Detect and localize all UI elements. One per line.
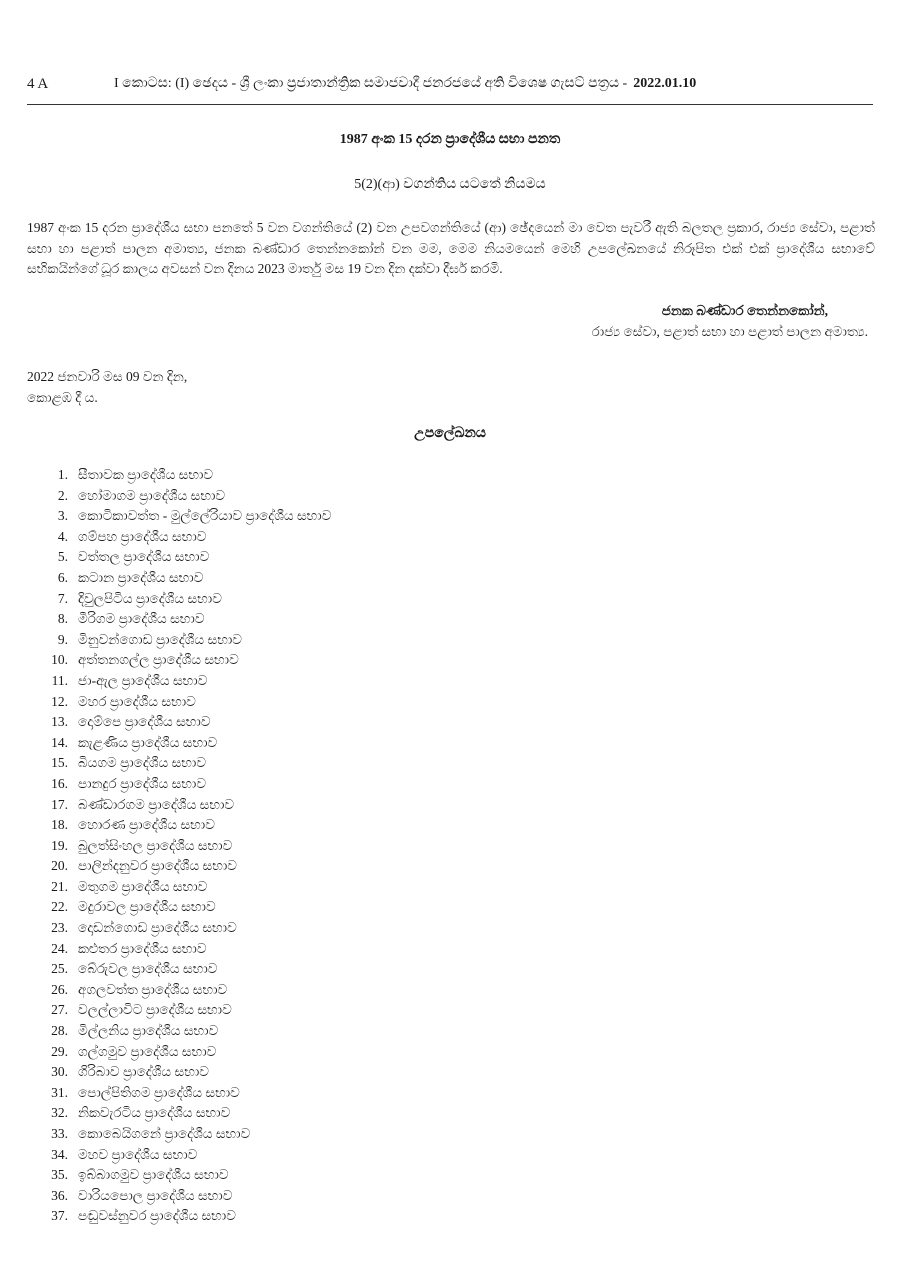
list-item-name: ගම්පහ ප්‍රාදේශීය සභාව xyxy=(78,528,207,544)
order-paragraph: 1987 අංක 15 දරන ප්‍රාදේශීය සභා පනතේ 5 වන වගන්තියේ (2) වන උපවගන්තියේ (ආ) ඡේදයෙන් මා වෙත පැවරී ඇති බලතල ප්‍රකාර, රාජ්‍ය සේවා, පළාත් සභා හා පළාත් පාලන අමාත්‍ය, ජනක බණ්ඩාර තෙන්නකෝන් වන මම, මෙම නියමයෙන් මෙහි උපලේඛනයේ නිරූපිත එක් එක් ප්‍රාදේශීය සභාවේ සභිකයින්ගේ ධූර කාලය අවසන් වන දිනය 2023 මාර්තු මස 19 වන දින දක්වා දීර්ඝ කරමි. xyxy=(27,220,875,276)
list-item xyxy=(27,918,627,939)
list-item-number: 17. xyxy=(51,796,68,812)
list-item-number: 11. xyxy=(51,672,68,688)
list-item-name: අගලවත්ත ප්‍රාදේශීය සභාව xyxy=(78,981,228,997)
list-item xyxy=(27,630,627,651)
list-item xyxy=(27,650,627,671)
page-header xyxy=(27,76,873,98)
list-item xyxy=(27,1165,627,1186)
list-item xyxy=(27,465,627,486)
list-item-name: වත්තල ප්‍රාදේශීය සභාව xyxy=(78,549,210,565)
list-item-name: දොඩන්ගොඩ ප්‍රාදේශීය සභාව xyxy=(78,920,237,936)
list-item-name: කොටිකාවත්ත - මුල්ලේරියාව ප්‍රාදේශීය සභාව xyxy=(78,508,332,524)
list-item-name: මතුගම ප්‍රාදේශීය සභාව xyxy=(78,878,208,894)
list-item-name: වාරියපොල ප්‍රාදේශීය සභාව xyxy=(78,1187,233,1203)
dated-date: 2022 ජනවාරි මස 09 වන දින, xyxy=(27,369,188,384)
list-item-number: 5. xyxy=(57,549,68,565)
list-item-name: දිවුලපිටිය ප්‍රාදේශීය සභාව xyxy=(78,590,222,606)
list-item-number: 10. xyxy=(51,652,68,668)
list-item xyxy=(27,1145,627,1166)
list-item-name: කළුතර ප්‍රාදේශීය සභාව xyxy=(78,940,207,956)
list-item-name: වලල්ලාවිට ප්‍රාදේශීය සභාව xyxy=(78,1002,232,1018)
list-item xyxy=(27,1186,627,1207)
list-item-name: ගල්ගමුව ප්‍රාදේශීය සභාව xyxy=(78,1043,217,1059)
list-item xyxy=(27,753,627,774)
list-item-name: හොරණ ප්‍රාදේශීය සභාව xyxy=(78,817,215,833)
list-item-number: 22. xyxy=(51,899,68,915)
list-item-number: 27. xyxy=(51,1002,68,1018)
list-item-name: පොල්පිතිගම ප්‍රාදේශීය සභාව xyxy=(78,1084,240,1100)
list-item-number: 19. xyxy=(51,837,68,853)
list-item xyxy=(27,712,627,733)
list-item xyxy=(27,836,627,857)
list-item xyxy=(27,733,627,754)
list-item xyxy=(27,589,627,610)
signatory-title: රාජ්‍ය සේවා, පළාත් සභා හා පළාත් පාලන අමාත්‍ය. xyxy=(591,324,868,339)
list-item-name: අත්තනගල්ල ප්‍රාදේශීය සභාව xyxy=(78,652,239,668)
list-item-number: 25. xyxy=(51,961,68,977)
list-item-name: මදුරාවල ප්‍රාදේශීය සභාව xyxy=(78,899,216,915)
list-item xyxy=(27,547,627,568)
list-item-name: කැළණිය ප්‍රාදේශීය සභාව xyxy=(78,734,218,750)
list-item-number: 1. xyxy=(57,467,68,482)
list-item-number: 33. xyxy=(51,1126,68,1141)
list-item-number: 6. xyxy=(57,569,68,585)
list-item-number: 4. xyxy=(57,528,68,544)
list-item xyxy=(27,1103,627,1124)
list-item-number: 7. xyxy=(57,590,68,606)
list-item-name: සීතාවක ප්‍රාදේශීය සභාව xyxy=(78,467,214,482)
list-item-name: මිල්ලනිය ප්‍රාදේශීය සභාව xyxy=(78,1023,219,1039)
list-item-name: පාලින්දනුවර ප්‍රාදේශීය සභාව xyxy=(78,858,238,874)
list-item-number: 26. xyxy=(51,981,68,997)
list-item-name: ඉබ්බාගමුව ප්‍රාදේශීය සභාව xyxy=(78,1167,229,1183)
running-title xyxy=(114,76,696,92)
list-item xyxy=(27,959,627,980)
list-item-number: 35. xyxy=(51,1167,68,1183)
list-item-number: 37. xyxy=(51,1208,68,1224)
list-item-number: 12. xyxy=(51,693,68,709)
list-item-number: 29. xyxy=(51,1043,68,1059)
list-item xyxy=(27,527,627,548)
list-item-number: 30. xyxy=(51,1064,68,1080)
running-title-text: I කොටස: (I) ඡෙදය - ශ්‍රී ලංකා ප්‍රජාතාන්ත්‍රික සමාජවාදී ජනරජයේ අති විශෙෂ ගැසට් පත්‍රය - xyxy=(114,76,628,91)
list-item-name: මහර ප්‍රාදේශීය සභාව xyxy=(78,693,196,709)
list-item-number: 31. xyxy=(51,1084,68,1100)
signatory-name: ජනක බණ්ඩාර තෙන්නකෝන්, xyxy=(661,303,828,318)
list-item xyxy=(27,980,627,1001)
list-item-number: 18. xyxy=(51,817,68,833)
list-item-name: කටාන ප්‍රාදේශීය සභාව xyxy=(78,569,204,585)
list-item xyxy=(27,774,627,795)
list-item xyxy=(27,609,627,630)
list-item-name: පඬුවස්නුවර ප්‍රාදේශීය සභාව xyxy=(78,1208,236,1224)
page-number: 4 A xyxy=(27,76,49,92)
list-item xyxy=(27,939,627,960)
list-item xyxy=(27,506,627,527)
list-item-number: 28. xyxy=(51,1023,68,1039)
list-item xyxy=(27,795,627,816)
list-item-name: පානදුර ප්‍රාදේශීය සභාව xyxy=(78,775,207,791)
list-item-name: මහව ප්‍රාදේශීය සභාව xyxy=(78,1146,198,1162)
list-item xyxy=(27,1000,627,1021)
list-item xyxy=(27,897,627,918)
list-item xyxy=(27,568,627,589)
list-item-number: 20. xyxy=(51,858,68,874)
list-item-name: ජා-ඇල ප්‍රාදේශීය සභාව xyxy=(78,672,208,688)
list-item-name: දොම්පෙ ප්‍රාදේශීය සභාව xyxy=(78,714,211,730)
list-item-number: 3. xyxy=(57,508,68,524)
list-item xyxy=(27,815,627,836)
list-item-number: 15. xyxy=(51,755,68,771)
schedule-list xyxy=(27,465,627,1227)
list-item xyxy=(27,1021,627,1042)
section-title: 5(2)(ආ) වගන්තිය යටතේ නියමය xyxy=(354,177,546,192)
list-item-name: මීරිගම ප්‍රාදේශීය සභාව xyxy=(78,611,205,627)
list-item-name: බුලත්සිංහල ප්‍රාදේශීය සභාව xyxy=(78,837,233,853)
list-item-name: නිකවැරටිය ප්‍රාදේශීය සභාව xyxy=(78,1105,231,1121)
dated-block xyxy=(27,366,187,408)
list-item-number: 8. xyxy=(57,611,68,627)
list-item-name: බේරුවල ප්‍රාදේශීය සභාව xyxy=(78,961,218,977)
list-item-name: ගිරිබාව ප්‍රාදේශීය සභාව xyxy=(78,1064,209,1080)
list-item xyxy=(27,856,627,877)
list-item-name: බණ්ඩාරගම ප්‍රාදේශීය සභාව xyxy=(78,796,235,812)
list-item xyxy=(27,1042,627,1063)
header-rule xyxy=(27,104,873,105)
list-item-number: 36. xyxy=(51,1187,68,1203)
list-item-name: හෝමාගම ප්‍රාදේශීය සභාව xyxy=(78,487,226,503)
act-title: 1987 අංක 15 දරන ප්‍රාදේශීය සභා පනත xyxy=(339,132,561,147)
schedule-title: උපලේඛනය xyxy=(414,426,486,441)
list-item-name: කොබෙයිගනේ ප්‍රාදේශීය සභාව xyxy=(78,1126,251,1141)
gazette-date: 2022.01.10 xyxy=(633,76,697,91)
list-item xyxy=(27,877,627,898)
list-item xyxy=(27,1206,627,1227)
list-item-number: 2. xyxy=(57,487,68,503)
list-item xyxy=(27,486,627,507)
list-item-number: 23. xyxy=(51,920,68,936)
list-item xyxy=(27,1083,627,1104)
list-item-number: 16. xyxy=(51,775,68,791)
list-item xyxy=(27,1124,627,1145)
list-item-number: 24. xyxy=(51,940,68,956)
list-item xyxy=(27,1062,627,1083)
list-item-number: 32. xyxy=(51,1105,68,1121)
list-item-number: 34. xyxy=(51,1146,68,1162)
list-item-number: 13. xyxy=(51,714,68,730)
list-item-name: මිනුවන්ගොඩ ප්‍රාදේශීය සභාව xyxy=(78,631,242,647)
list-item-number: 14. xyxy=(51,734,68,750)
list-item xyxy=(27,671,627,692)
list-item-number: 21. xyxy=(51,878,68,894)
list-item xyxy=(27,692,627,713)
list-item-name: බියගම ප්‍රාදේශීය සභාව xyxy=(78,755,207,771)
dated-place: කොළඹ දී ය. xyxy=(27,390,98,405)
list-item-number: 9. xyxy=(57,631,68,647)
